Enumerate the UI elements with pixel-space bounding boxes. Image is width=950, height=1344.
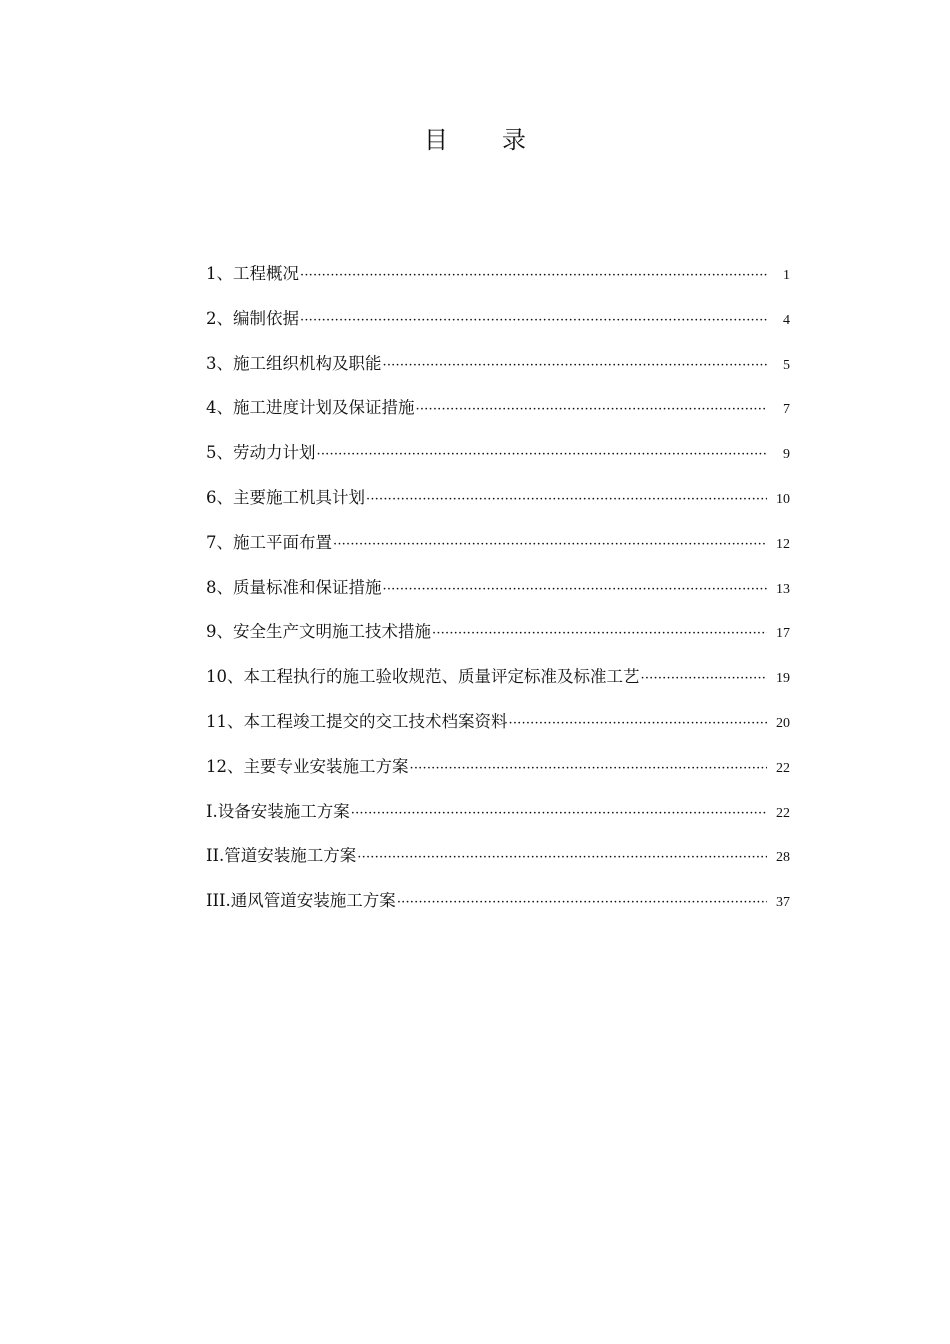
toc-entry-label: 6、主要施工机具计划 bbox=[206, 487, 365, 507]
toc-dot-leader bbox=[509, 716, 768, 731]
toc-entry-page-number: 12 bbox=[776, 536, 790, 552]
toc-entry[interactable] bbox=[206, 753, 790, 798]
toc-dot-leader bbox=[383, 358, 768, 373]
toc-dot-leader bbox=[432, 626, 767, 641]
toc-entry[interactable] bbox=[206, 305, 790, 350]
toc-dot-leader bbox=[383, 582, 768, 597]
table-of-contents bbox=[206, 260, 790, 932]
toc-entry-page-number: 1 bbox=[783, 268, 790, 283]
toc-entry[interactable] bbox=[206, 798, 790, 843]
toc-entry[interactable] bbox=[206, 663, 790, 708]
toc-entry-page-number: 20 bbox=[776, 715, 790, 731]
toc-entry[interactable] bbox=[206, 842, 790, 887]
toc-entry-label: 2、编制依据 bbox=[206, 308, 299, 328]
toc-entry-label: 9、安全生产文明施工技术措施 bbox=[206, 622, 431, 642]
toc-entry-page-number: 7 bbox=[783, 402, 790, 418]
toc-dot-leader bbox=[317, 447, 768, 462]
toc-dot-leader bbox=[300, 268, 767, 283]
toc-entry-label: III.通风管道安装施工方案 bbox=[206, 891, 396, 911]
toc-entry-page-number: 4 bbox=[783, 312, 790, 328]
toc-entry-page-number: 28 bbox=[776, 850, 790, 866]
toc-entry[interactable] bbox=[206, 484, 790, 529]
toc-entry-label: 11、本工程竣工提交的交工技术档案资料 bbox=[206, 711, 508, 731]
toc-entry-page-number: 10 bbox=[776, 491, 790, 507]
toc-entry-page-number: 9 bbox=[783, 447, 790, 463]
toc-dot-leader bbox=[300, 313, 767, 328]
toc-entry-page-number: 22 bbox=[776, 760, 790, 776]
page-title: 目录 bbox=[424, 126, 580, 154]
toc-dot-leader bbox=[410, 761, 768, 776]
toc-entry-label: 8、质量标准和保证措施 bbox=[206, 577, 382, 597]
toc-dot-leader bbox=[366, 492, 767, 507]
toc-entry-page-number: 37 bbox=[776, 895, 790, 911]
toc-entry[interactable] bbox=[206, 887, 790, 932]
toc-entry-page-number: 17 bbox=[776, 626, 790, 642]
toc-entry-label: 7、施工平面布置 bbox=[206, 532, 332, 552]
toc-entry[interactable] bbox=[206, 574, 790, 619]
toc-dot-leader bbox=[397, 895, 767, 910]
toc-entry-label: 10、本工程执行的施工验收规范、质量评定标准及标准工艺 bbox=[206, 667, 640, 687]
toc-dot-leader bbox=[351, 806, 767, 821]
toc-dot-leader bbox=[333, 537, 767, 552]
toc-entry[interactable] bbox=[206, 708, 790, 753]
toc-entry-label: 4、施工进度计划及保证措施 bbox=[206, 398, 415, 418]
toc-entry-page-number: 5 bbox=[783, 357, 790, 373]
toc-dot-leader bbox=[416, 402, 768, 417]
toc-entry[interactable] bbox=[206, 260, 790, 305]
toc-entry-label: 12、主要专业安装施工方案 bbox=[206, 756, 409, 776]
toc-dot-leader bbox=[641, 671, 768, 686]
toc-entry-label: 5、劳动力计划 bbox=[206, 443, 316, 463]
toc-entry-page-number: 19 bbox=[776, 671, 790, 687]
toc-entry-label: I.设备安装施工方案 bbox=[206, 801, 350, 821]
toc-entry-label: II.管道安装施工方案 bbox=[206, 846, 357, 866]
toc-entry[interactable] bbox=[206, 350, 790, 395]
toc-entry-label: 1、工程概况 bbox=[206, 264, 299, 283]
toc-entry-label: 3、施工组织机构及职能 bbox=[206, 353, 382, 373]
toc-entry-page-number: 22 bbox=[776, 805, 790, 821]
toc-entry[interactable] bbox=[206, 439, 790, 484]
toc-entry-page-number: 13 bbox=[776, 581, 790, 597]
toc-dot-leader bbox=[357, 850, 767, 865]
toc-entry[interactable] bbox=[206, 394, 790, 439]
toc-entry[interactable] bbox=[206, 529, 790, 574]
toc-entry[interactable] bbox=[206, 618, 790, 663]
